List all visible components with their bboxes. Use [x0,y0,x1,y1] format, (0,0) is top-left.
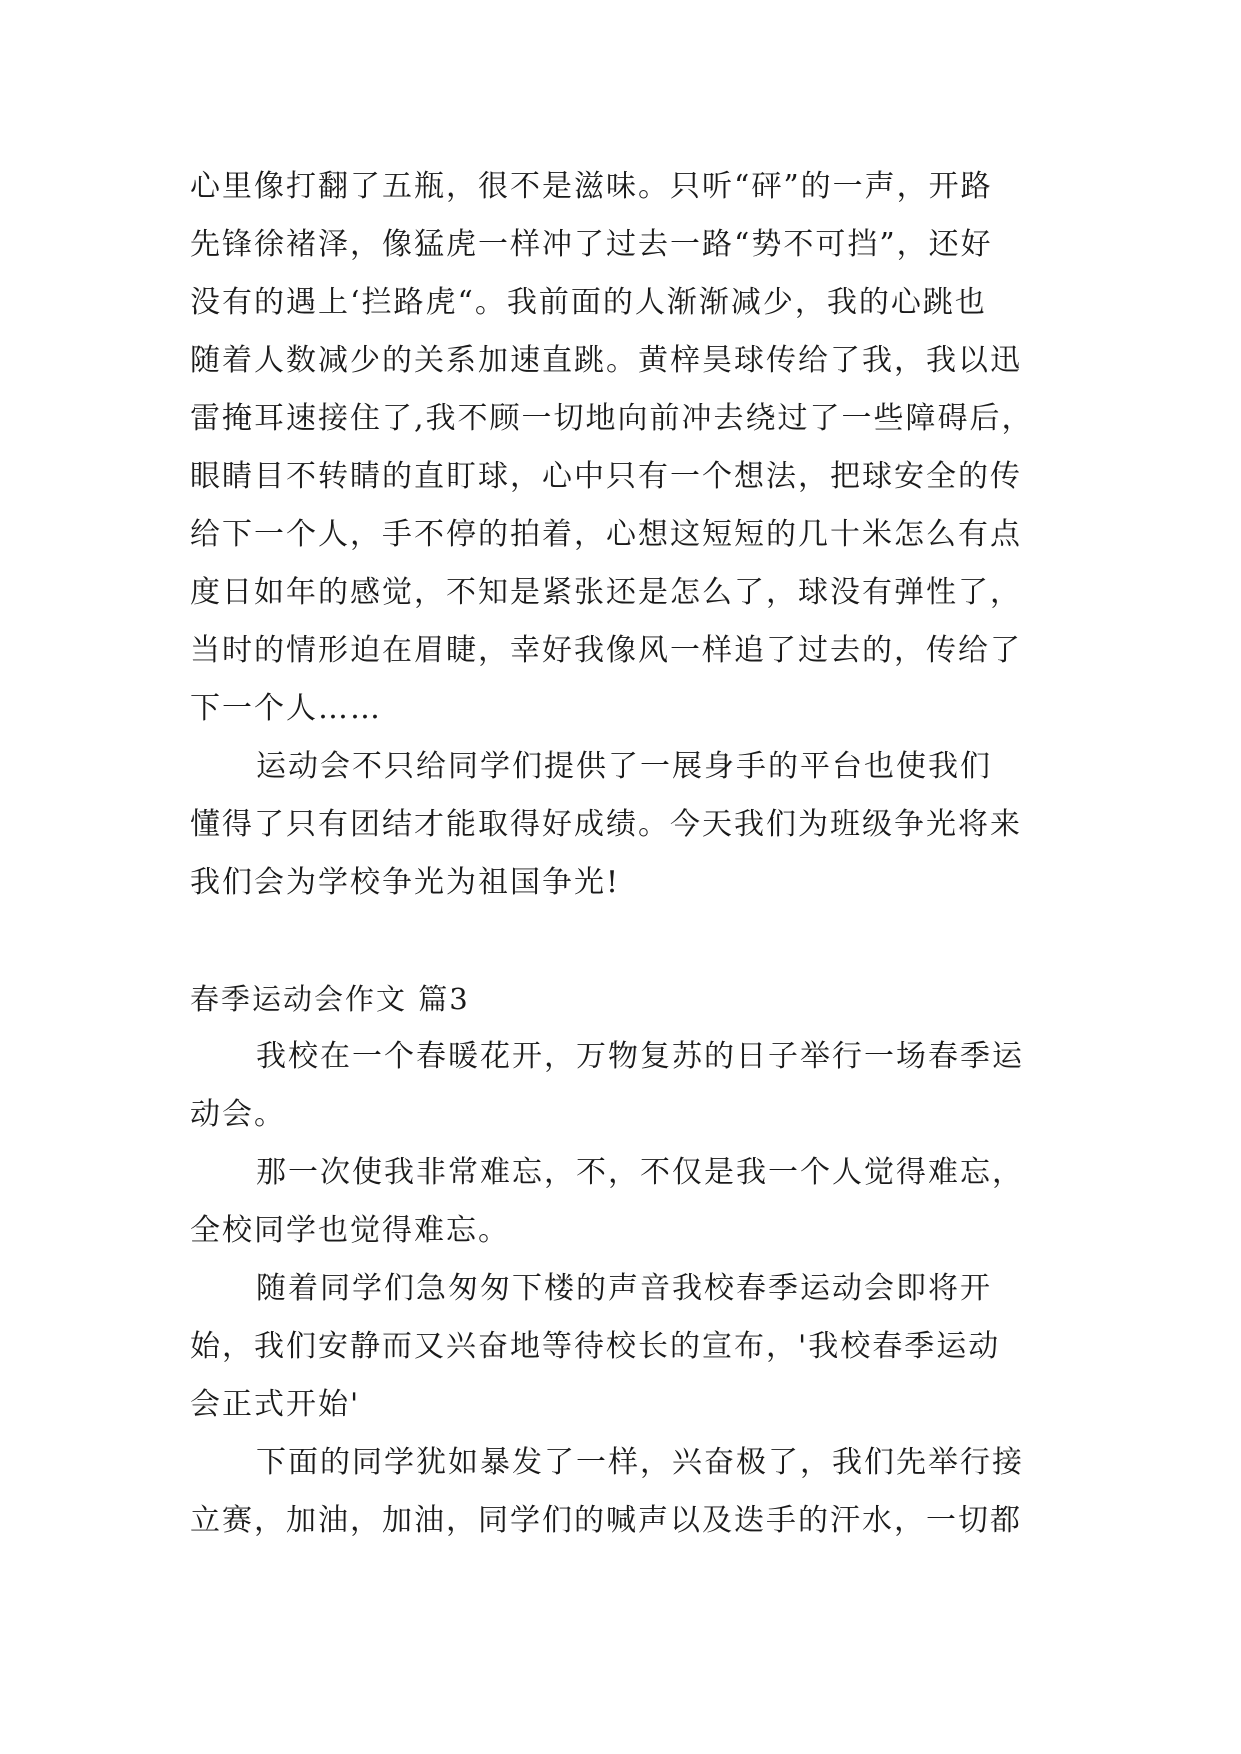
text-line: 当时的情形迫在眉睫，幸好我像风一样追了过去的，传给了 [190,633,1022,668]
paragraph [190,158,1060,738]
text-line: 我校在一个春暖花开，万物复苏的日子举行一场春季运 [256,1039,1024,1074]
paragraph [190,738,1060,912]
section-heading: 春季运动会作文 篇3 [190,982,470,1016]
text-line: 会正式开始' [190,1387,361,1422]
blank-line [190,912,1060,970]
document-body [190,158,1060,1550]
paragraph [190,1028,1060,1144]
paragraph [190,1260,1060,1434]
text-line: 运动会不只给同学们提供了一展身手的平台也使我们 [256,749,992,784]
text-line: 度日如年的感觉，不知是紧张还是怎么了，球没有弹性了， [190,575,1022,610]
text-line: 懂得了只有团结才能取得好成绩。今天我们为班级争光将来 [190,807,1022,842]
text-line: 先锋徐褚泽，像猛虎一样冲了过去一路“势不可挡”，还好 [190,227,993,262]
text-line: 我们会为学校争光为祖国争光! [190,865,621,900]
text-line: 给下一个人，手不停的拍着，心想这短短的几十米怎么有点 [190,517,1022,552]
text-line: 随着同学们急匆匆下楼的声音我校春季运动会即将开 [256,1271,992,1306]
text-line: 立赛，加油，加油，同学们的喊声以及迭手的汗水，一切都 [190,1503,1022,1538]
text-line: 始，我们安静而又兴奋地等待校长的宣布，'我校春季运动 [190,1329,1001,1364]
text-line: 下面的同学犹如暴发了一样，兴奋极了，我们先举行接 [256,1445,1024,1480]
paragraph [190,1434,1060,1550]
text-line: 全校同学也觉得难忘。 [190,1213,510,1248]
text-line: 没有的遇上‘拦路虎“。我前面的人渐渐减少，我的心跳也 [190,285,987,320]
text-line: 眼睛目不转睛的直盯球，心中只有一个想法，把球安全的传 [190,459,1022,494]
text-line: 下一个人…… [190,691,382,726]
text-line: 心里像打翻了五瓶，很不是滋味。只听“砰”的一声，开路 [190,169,993,204]
paragraph [190,1144,1060,1260]
text-line: 雷掩耳速接住了,我不顾一切地向前冲去绕过了一些障碍后， [190,401,1034,436]
text-line: 动会。 [190,1097,286,1132]
text-line: 随着人数减少的关系加速直跳。黄梓昊球传给了我，我以迅 [190,343,1022,378]
text-line: 那一次使我非常难忘，不，不仅是我一个人觉得难忘， [256,1155,1024,1190]
